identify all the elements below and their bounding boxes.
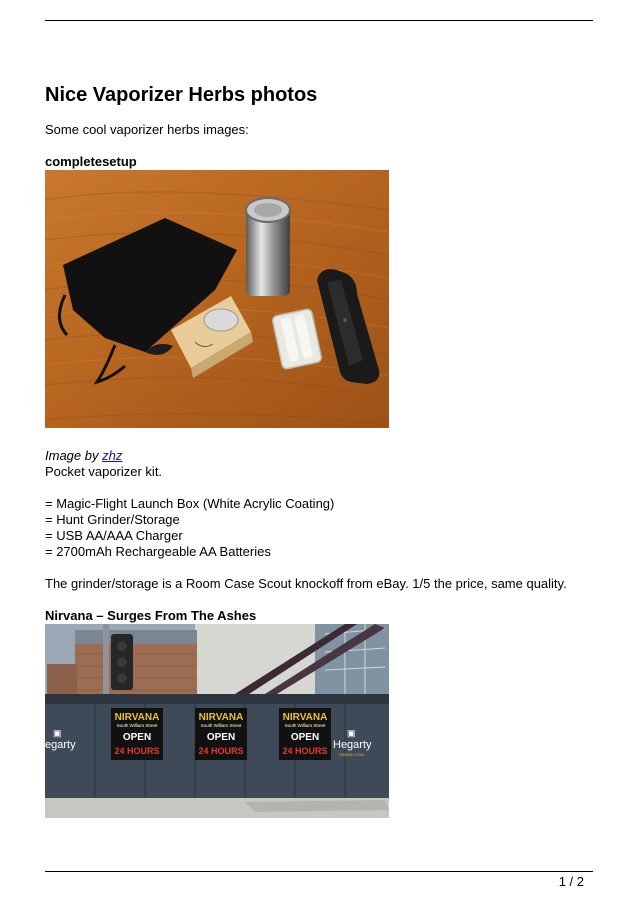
svg-text:▣: ▣ [53,728,62,738]
poster-line1: OPEN [206,732,236,743]
footer-rule [45,871,593,872]
poster [111,708,163,760]
credit-prefix: Image by [45,448,99,463]
page-title: Nice Vaporizer Herbs photos [45,84,318,106]
poster-sub: South William Street [284,723,326,728]
poster-sub: South William Street [200,723,242,728]
poster [279,708,331,760]
page-content [45,82,593,818]
credit-link-zhz[interactable]: zhz [102,448,123,463]
header-rule [45,20,593,21]
kit-item: = 2700mAh Rechargeable AA Batteries [45,544,271,559]
svg-text:▣: ▣ [347,728,356,738]
hoarding-left-brand: egarty [45,739,76,751]
poster-sub: South William Street [116,723,158,728]
poster-line2: 24 HOURS [198,746,244,756]
poster-brand: NIRVANA [282,712,328,723]
image-credit [45,448,593,464]
poster-line2: 24 HOURS [114,746,160,756]
poster-line1: OPEN [290,732,320,743]
image-description: Pocket vaporizer kit. [45,464,163,479]
poster-line2: 24 HOURS [282,746,328,756]
grinder-note: The grinder/storage is a Room Case Scout knockoff from eBay. 1/5 the price, same quality. [45,576,567,591]
page-number: 1 / 2 [558,874,584,889]
poster [195,708,247,760]
vaporizer-kit-photo [45,170,389,428]
hoarding-right-sub: DEMOLITION [339,752,364,757]
kit-item: = USB AA/AAA Charger [45,528,183,543]
kit-item: = Hunt Grinder/Storage [45,512,180,527]
intro-text: Some cool vaporizer herbs images: [45,122,249,137]
nirvana-street-photo [45,624,389,818]
poster-brand: NIRVANA [198,712,244,723]
poster-brand: NIRVANA [114,712,160,723]
kit-item: = Magic-Flight Launch Box (White Acrylic Coating) [45,496,335,511]
section-heading-nirvana: Nirvana – Surges From The Ashes [45,608,257,623]
poster-line1: OPEN [122,732,152,743]
hoarding-right-brand: Hegarty [333,739,372,751]
section-heading-completesetup: completesetup [45,154,137,169]
